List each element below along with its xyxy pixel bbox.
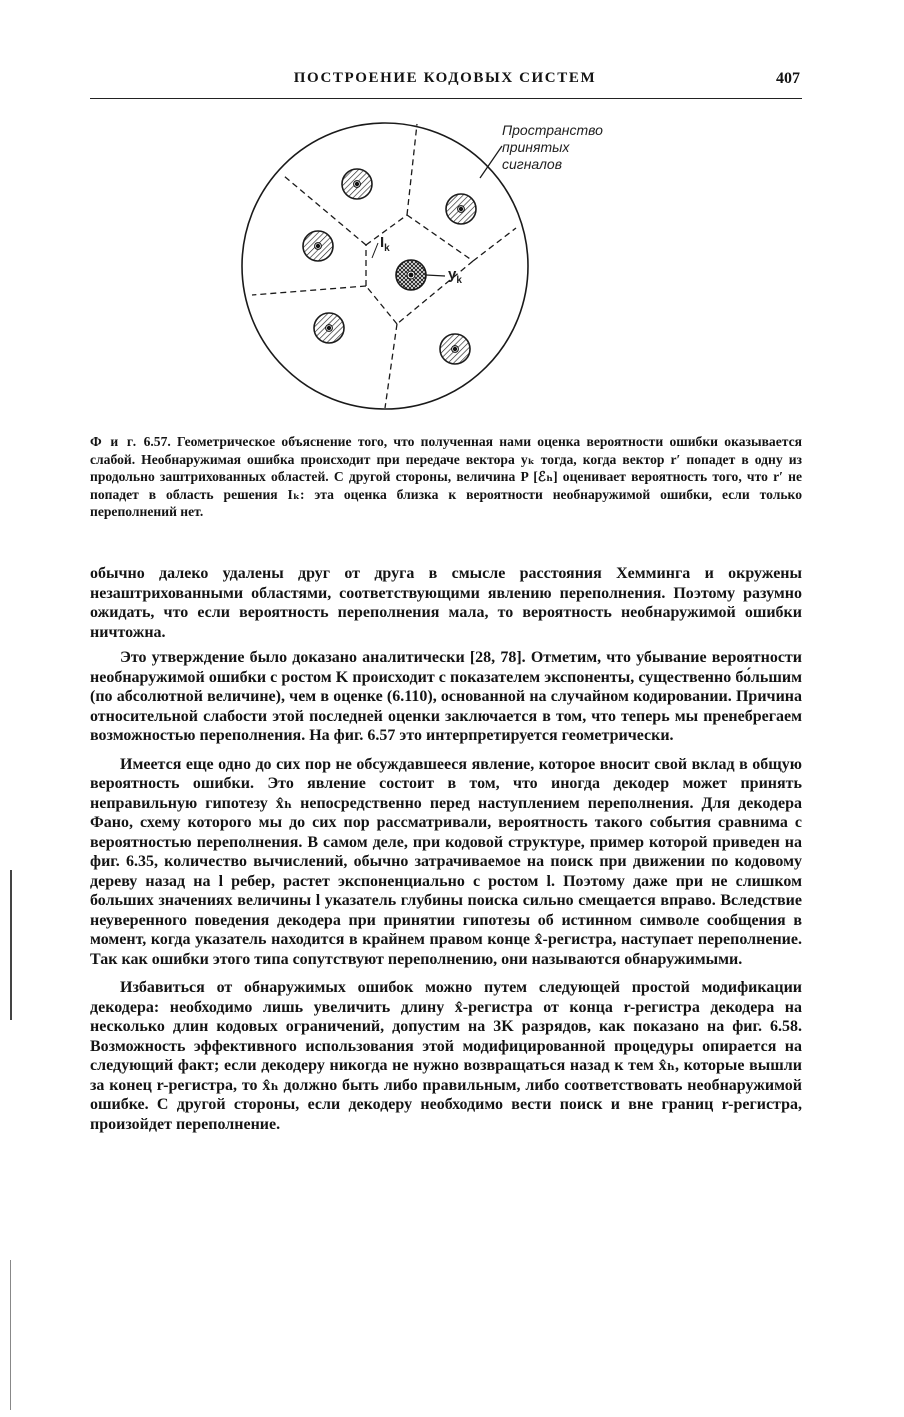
vector-leader: [426, 275, 445, 276]
decision-region-label: [380, 234, 390, 254]
header-rule: [90, 98, 802, 99]
paragraph-4: Избавиться от обнаружимых ошибок можно путем следующей простой модификации декодера: необходимо лишь увеличить длину x̂-регистра от конца r-регистра декодера на несколько длин кодовых ограничений, допустим на 3K разрядов, как показано на фиг. 6.58. Возможность эффективного использования этой модифицированной процедуры опирается на следующий факт; если декодеру никогда не нужно возвращаться назад к тем x̂ₕ, которые вышли за конец r-регистра, то x̂ₕ должно быть либо правильным, либо соответствовать необнаружимой ошибке. С другой стороны, если декодеру необходимо вести поиск и вне границ r-регистра, произойдет переполнение.: [90, 979, 802, 1133]
margin-mark: [10, 870, 12, 1020]
caption-text: 6.57. Геометрическое объяснение того, что полученная нами оценка вероятности ошибки оказывается слабой. Необнаружимая ошибка происходит при передаче вектора yₖ тогда, когда вектор r′ попадет в одну из продольно заштрихованных областей. С другой стороны, величина P [ℰₕ] оценивает вероятность того, что r′ не попадет в область решения Iₖ: эта оценка близка к вероятности необнаружимой ошибки, если только переполнений нет.: [90, 434, 802, 520]
paragraph-2: Это утверждение было доказано аналитически [28, 78]. Отметим, что убывание вероятности необнаружимой ошибки с ростом K происходит с показателем экспоненты, существенно бо́льшим (по абсолютной величине), чем в оценке (6.110), основанной на случайном кодировании. Причина относительной слабости этой последней оценки заключается в том, что теперь мы пренебрегаем возможностью переполнения. На фиг. 6.57 это интерпретируется геометрически.: [90, 649, 802, 744]
page-number: 407: [776, 70, 800, 87]
body-text: [90, 564, 802, 1134]
margin-mark: [10, 1260, 11, 1410]
vector-label-main: y: [448, 266, 457, 283]
vector-label-sub: k: [456, 275, 462, 286]
signal-space-label: Пространство принятых сигналов: [502, 122, 603, 172]
decision-boundaries: [252, 124, 516, 408]
region-leader: [372, 243, 378, 258]
page-header: [90, 70, 800, 94]
region-label-sub: k: [384, 243, 390, 254]
transmitted-vector-label: [448, 266, 462, 286]
caption-label: Ф и г.: [90, 434, 138, 449]
paragraph-1: обычно далеко удалены друг от друга в смысле расстояния Хемминга и окружены незаштрихованными областями, соответствующими явлению переполнения. Поэтому разумно ожидать, что если вероятность переполнения мала, то вероятность необнаружимой ошибки ничтожна.: [90, 565, 802, 641]
running-title: ПОСТРОЕНИЕ КОДОВЫХ СИСТЕМ: [293, 70, 597, 86]
figure-caption: [90, 433, 802, 521]
paragraph-3: Имеется еще одно до сих пор не обсуждавшееся явление, которое вносит свой вклад в общую вероятность ошибки. Это явление состоит в том, что иногда декодер может принять неправильную гипотезу x̂ₕ непосредственно перед наступлением переполнения. Для декодера Фано, схему которого мы до сих пор рассматривали, вероятность такого события сравнима с вероятностью переполнения. В самом деле, при кодовой структуре, пример которой приведен на фиг. 6.35, количество вычислений, обычно затрачиваемое на поиск при движении по кодовому дереву назад на l ребер, растет экспоненциально с ростом l. Поэтому даже при не слишком больших значениях величины l указатель глубины поиска сильно смещается вправо. Вследствие неуверенного поведения декодера при принятии гипотезы об истинном символе сообщения в момент, когда указатель находится в крайнем правом конце x̂-регистра, наступает переполнение. Так как ошибки этого типа сопутствуют переполнению, они называются обнаружимыми.: [90, 755, 802, 968]
figure-6-57: [240, 118, 640, 418]
signal-space-boundary: [242, 123, 528, 409]
region-label-main: I: [380, 234, 385, 251]
